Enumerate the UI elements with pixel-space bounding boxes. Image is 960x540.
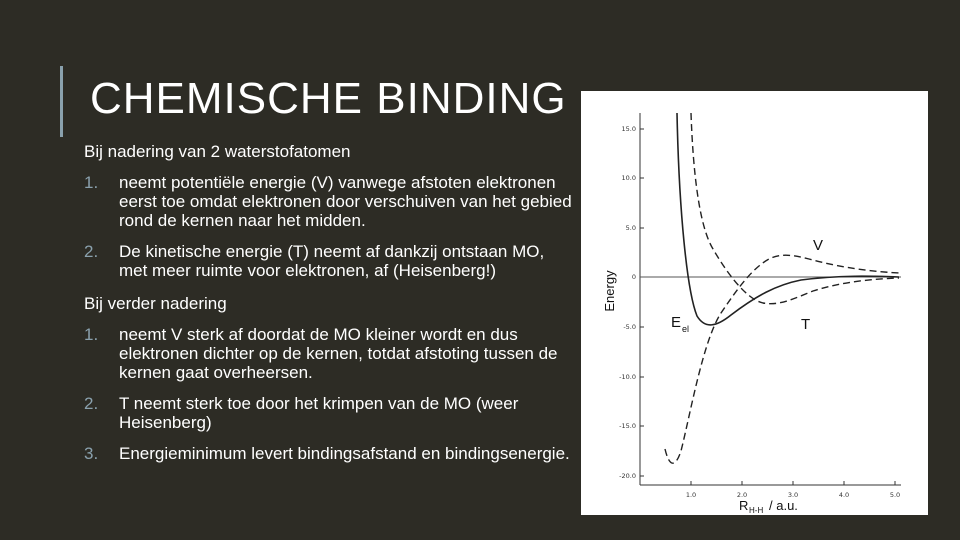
energy-diagram-svg [581,91,928,515]
y-tick-label: -20.0 [619,472,636,480]
list-number: 3. [84,444,99,463]
energy-diagram [581,91,928,515]
x-axis-label-unit: / a.u. [769,498,798,513]
x-tick-label: 4.0 [838,491,850,499]
x-ticks [686,481,900,499]
list-number: 2. [84,242,99,261]
list-item [84,444,574,463]
list-item [84,173,574,230]
x-tick-label: 2.0 [736,491,748,499]
y-tick-label: 0 [631,273,636,281]
y-tick-label: 5.0 [625,224,636,232]
y-tick-label: 15.0 [621,125,636,133]
list-item [84,394,574,432]
y-axis-label: Energy [602,270,617,312]
y-tick-label: -10.0 [619,373,636,381]
e-el-curve-label [671,314,689,334]
t-curve [691,113,899,304]
list-text: De kinetische energie (T) neemt af dankzij ontstaan MO, met meer ruimte voor elektronen, af (Heisenberg!) [119,242,545,280]
list-text: neemt potentiële energie (V) vanwege afstoten elektronen eerst toe omdat elektronen door verschuiven van het gebied rond de kernen naar het midden. [119,173,572,230]
y-tick-label: 10.0 [621,174,636,182]
y-tick-label: -15.0 [619,422,636,430]
v-curve-label: V [813,237,824,254]
x-tick-label: 1.0 [685,491,697,499]
approach-list [84,173,574,280]
x-axis-label [739,498,798,515]
list-item [84,325,574,382]
list-number: 1. [84,173,99,192]
title-accent-bar [60,66,63,137]
t-curve-label: T [801,316,811,333]
x-axis-label-sub: H-H [749,506,764,515]
x-tick-label: 3.0 [787,491,799,499]
y-tick-label: -5.0 [623,323,636,331]
list-text: neemt V sterk af doordat de MO kleiner wordt en dus elektronen dichter op de kernen, totdat afstoting tussen de kernen gaat overheersen. [119,325,558,382]
v-curve [665,255,899,463]
e-el-curve [677,113,899,325]
further-approach-list [84,325,574,463]
list-number: 1. [84,325,99,344]
slide-title: CHEMISCHE BINDING [90,74,567,123]
x-tick-label: 5.0 [889,491,901,499]
intro-further-approach: Bij verder nadering [84,294,227,313]
slide-body [84,138,574,477]
intro-approach: Bij nadering van 2 waterstofatomen [84,142,351,161]
e-el-label-main: E [671,314,682,331]
list-text: Energieminimum levert bindingsafstand en bindingsenergie. [119,444,570,463]
e-el-label-sub: el [682,324,690,334]
list-number: 2. [84,394,99,413]
list-text: T neemt sterk toe door het krimpen van de MO (weer Heisenberg) [119,394,519,432]
x-axis-label-main: R [739,498,749,513]
list-item [84,242,574,280]
